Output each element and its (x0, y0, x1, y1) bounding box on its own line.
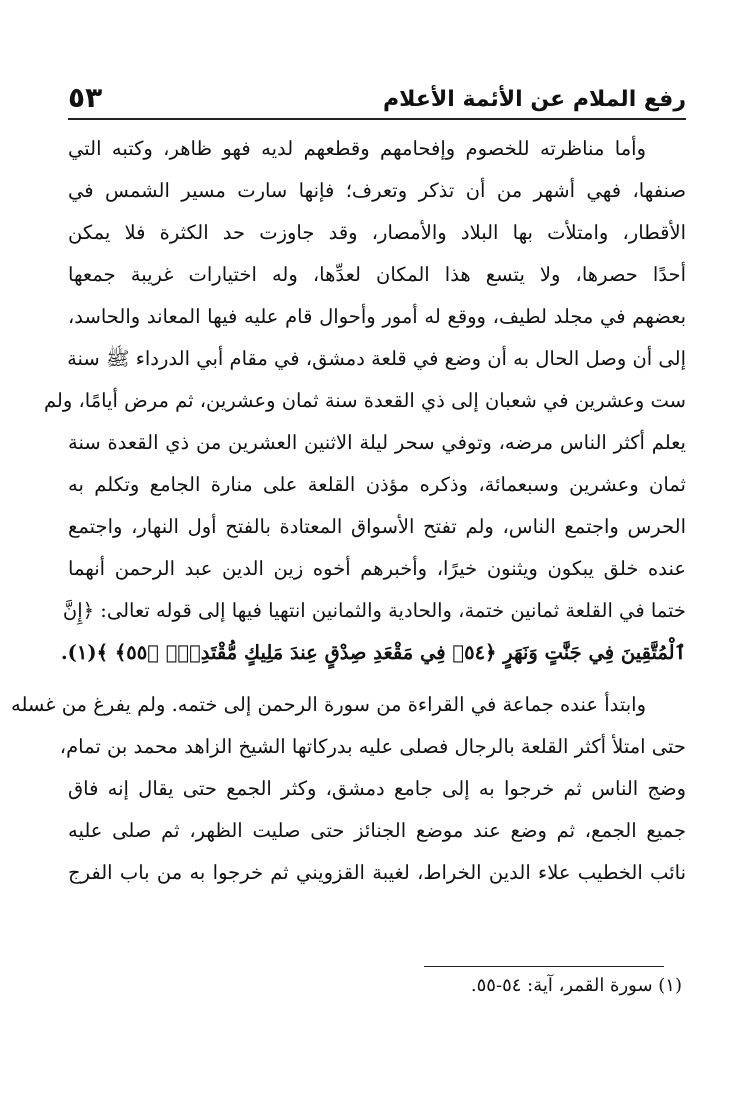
text-line: إلى أن وصل الحال به أن وضع في قلعة دمشق، في مقام أبي الدرداء ﷺ سنة (67, 347, 686, 370)
text-line: نائب الخطيب علاء الدين الخراط، لغيبة القزويني ثم خرجوا به من باب الفرج (68, 861, 686, 884)
footnote: (١) سورة القمر، آية: ٥٤-٥٥. (470, 975, 682, 996)
text-line: يعلم أكثر الناس مرضه، وتوفي سحر ليلة الاثنين العشرين من ذي القعدة سنة (68, 431, 686, 454)
text-line: وضج الناس ثم خرجوا به إلى جامع دمشق، وكثر الجمع حتى يقال إنه فاق (68, 777, 686, 800)
text-line: وأما مناظرته للخصوم وإفحامهم وقطعهم لديه فهو ظاهر، وكتبه التي (68, 137, 646, 160)
text-line: أحدًا حصرها، ولا يتسع هذا المكان لعدِّها، وله اختيارات غريبة جمعها (68, 263, 686, 286)
footnote-divider (424, 966, 664, 967)
text-line: عنده خلق يبكون ويثنون خيرًا، وأخبرهم أخوه زين الدين عبد الرحمن أنهما (68, 557, 686, 580)
page-header (68, 81, 686, 116)
text-line: بعضهم في مجلد لطيف، ووقع له أمور وأحوال قام عليه فيها المعاند والحاسد، (68, 305, 686, 328)
text-line: جميع الجمع، ثم وضع عند موضع الجنائز حتى صليت الظهر، ثم صلى عليه (68, 819, 686, 842)
text-line: ختما في القلعة ثمانين ختمة، والحادية والثمانين انتهيا فيها إلى قوله تعالى: ﴿إِنَّ (62, 599, 686, 622)
text-line: صنفها، فهي أشهر من أن تذكر وتعرف؛ فإنها سارت مسير الشمس في (68, 179, 686, 202)
quran-verse-line: ٱلْمُتَّقِينَ فِي جَنَّٰتٍ وَنَهَرٍ ﴿٥٤﴾ فِي مَقْعَدِ صِدْقٍ عِندَ مَلِيكٍ مُّقْتَدِرٍۭ ﴿٥٥﴾ ﴾(١). (60, 641, 686, 664)
running-title: رفع الملام عن الأئمة الأعلام (383, 87, 686, 112)
text-line: وابتدأ عنده جماعة في القراءة من سورة الرحمن إلى ختمه. ولم يفرغ من غسله (11, 693, 646, 716)
text-line: الأقطار، وامتلأت بها البلاد والأمصار، وقد جاوزت حد الكثرة فلا يمكن (68, 221, 686, 244)
text-line: حتى امتلأ أكثر القلعة بالرجال فصلى عليه بدركاتها الشيخ الزاهد محمد بن تمام، (59, 735, 686, 758)
text-line: ست وعشرين في شعبان إلى ذي القعدة سنة ثمان وعشرين، ثم مرض أيامًا، ولم (43, 389, 686, 412)
text-line: الحرس واجتمع الناس، ولم تفتح الأسواق المعتادة بالفتح أول النهار، واجتمع (68, 515, 686, 538)
page-number: ٥٣ (68, 81, 103, 114)
header-divider (68, 118, 686, 120)
text-line: ثمان وعشرين وسبعمائة، وذكره مؤذن القلعة على منارة الجامع وتكلم به (68, 473, 686, 496)
main-text (11, 128, 686, 894)
